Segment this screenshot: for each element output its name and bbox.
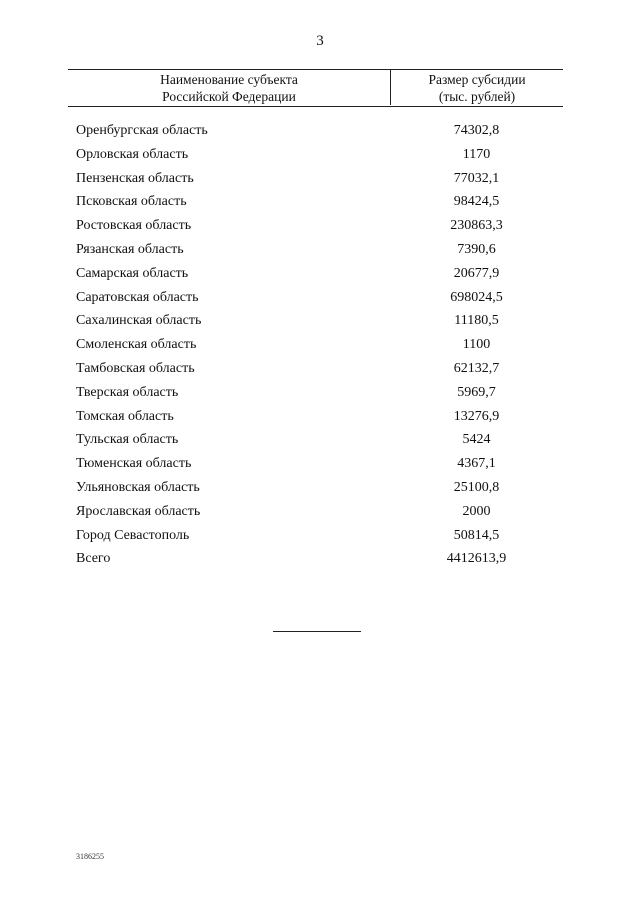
table-row xyxy=(0,383,640,407)
row-amount: 62132,7 xyxy=(453,360,500,376)
row-subject-name: Ярославская область xyxy=(76,503,201,519)
column-header-subject-line2: Российской Федерации xyxy=(162,89,296,104)
row-amount: 1100 xyxy=(462,337,491,353)
document-code: 3186255 xyxy=(76,852,104,861)
table-row xyxy=(0,311,640,335)
table-row xyxy=(0,264,640,288)
end-of-table-rule xyxy=(273,631,361,632)
table-row xyxy=(0,502,640,526)
row-subject-name: Ростовская область xyxy=(76,218,192,234)
row-subject-name: Оренбургская область xyxy=(76,123,208,138)
row-subject-name: Тюменская область xyxy=(76,456,192,472)
row-amount: 74302,8 xyxy=(453,123,500,138)
table-row xyxy=(0,454,640,478)
row-amount: 13276,9 xyxy=(453,408,500,424)
row-subject-name: Сахалинская область xyxy=(76,313,202,329)
row-amount: 1170 xyxy=(462,146,491,162)
row-subject-name: Рязанская область xyxy=(76,241,184,257)
table-row xyxy=(0,335,640,359)
column-header-amount xyxy=(390,70,563,105)
row-subject-name: Тульская область xyxy=(76,432,179,448)
row-subject-name: Ульяновская область xyxy=(76,479,200,495)
row-amount: 25100,8 xyxy=(453,479,500,495)
table-row xyxy=(0,478,640,502)
row-amount: 20677,9 xyxy=(453,265,500,281)
table-row xyxy=(0,359,640,383)
row-subject-name: Томская область xyxy=(76,408,174,424)
row-amount: 50814,5 xyxy=(453,527,500,543)
column-header-subject xyxy=(68,71,390,105)
row-amount: 11180,5 xyxy=(454,313,499,329)
table-row xyxy=(0,169,640,193)
table-body xyxy=(0,121,640,573)
row-amount: 5424 xyxy=(462,432,491,448)
row-subject-name: Тверская область xyxy=(76,384,179,400)
row-subject-name: Тамбовская область xyxy=(76,360,195,376)
row-amount: 4367,1 xyxy=(457,456,496,472)
row-amount: 5969,7 xyxy=(457,384,496,400)
row-total-amount: 4412613,9 xyxy=(446,551,507,567)
table-row xyxy=(0,121,640,145)
row-amount: 98424,5 xyxy=(453,194,500,210)
row-subject-name: Пензенская область xyxy=(76,170,194,186)
table-row xyxy=(0,526,640,550)
row-subject-name: Самарская область xyxy=(76,265,189,281)
row-subject-name: Смоленская область xyxy=(76,337,197,353)
table-header xyxy=(68,69,563,107)
column-header-amount-line2: (тыс. рублей) xyxy=(438,89,516,104)
table-row xyxy=(0,240,640,264)
table-row xyxy=(0,216,640,240)
table-row xyxy=(0,430,640,454)
row-amount: 230863,3 xyxy=(450,218,503,234)
row-subject-name: Саратовская область xyxy=(76,289,199,305)
row-amount: 2000 xyxy=(462,503,491,519)
page-number: 3 xyxy=(316,33,324,49)
row-amount: 77032,1 xyxy=(453,170,500,186)
row-subject-name: Город Севастополь xyxy=(76,527,190,543)
table-row xyxy=(0,288,640,312)
table-row xyxy=(0,192,640,216)
row-amount: 7390,6 xyxy=(457,241,496,257)
row-subject-name: Псковская область xyxy=(76,194,187,210)
row-amount: 698024,5 xyxy=(450,289,503,305)
row-total-label: Всего xyxy=(76,551,111,567)
table-row xyxy=(0,145,640,169)
column-header-subject-line1: Наименование субъекта xyxy=(160,72,298,87)
row-subject-name: Орловская область xyxy=(76,146,189,162)
column-header-amount-line1: Размер субсидии xyxy=(428,72,526,87)
table-row-total xyxy=(0,549,640,573)
table-row xyxy=(0,407,640,431)
